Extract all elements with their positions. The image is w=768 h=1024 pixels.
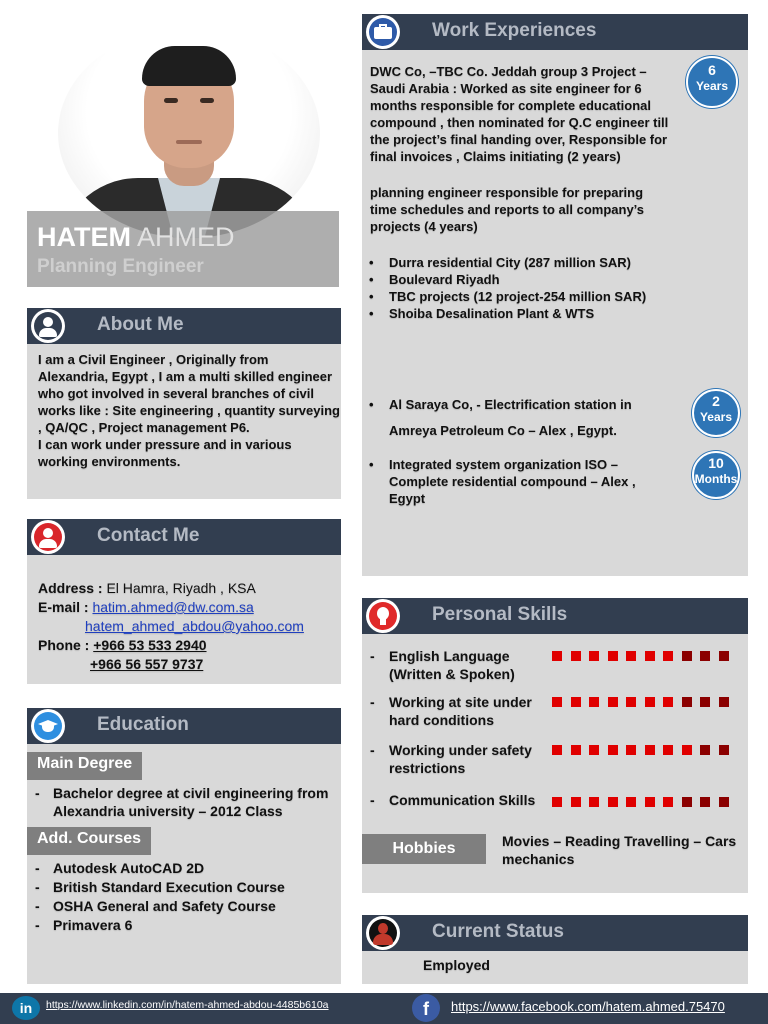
skill-dot-empty [719, 745, 729, 755]
hobbies-label: Hobbies [362, 834, 486, 864]
skill-label: Working at site under hard conditions [389, 694, 532, 728]
first-name: HATEM [37, 222, 131, 252]
main-degree-label: Main Degree [27, 752, 142, 780]
course-item: - Primavera 6 [27, 916, 339, 935]
duration-badge-2: 2 Years [692, 389, 740, 437]
duration-badge-3: 10 Months [692, 451, 740, 499]
skill-dot-filled [608, 651, 618, 661]
phone-2[interactable]: +966 56 557 9737 [90, 656, 204, 672]
skill-row: - Working under safety restrictions [370, 741, 550, 777]
contact-details [38, 579, 342, 674]
email-link-1[interactable]: hatim.ahmed@dw.com.sa [92, 599, 254, 615]
duration-badge-1: 6 Years [686, 56, 738, 108]
email-line: E-mail : hatim.ahmed@dw.com.sa [38, 599, 254, 615]
skill-dot-empty [682, 697, 692, 707]
skill-dot-filled [645, 797, 655, 807]
skill-dot-filled [626, 745, 636, 755]
status-title: Current Status [432, 921, 564, 942]
skill-dot-filled [552, 697, 562, 707]
project-list [363, 254, 723, 322]
project-item: • TBC projects (12 project-254 million SAR) [363, 288, 723, 305]
skill-dot-filled [663, 745, 673, 755]
job-3: • Integrated system organization ISO – Complete residential compound – Alex , Egypt [363, 456, 663, 507]
skill-dot-filled [608, 745, 618, 755]
skill-dot-empty [719, 797, 729, 807]
skill-row: - Working at site under hard conditions [370, 693, 550, 729]
about-header [27, 308, 341, 344]
email-link-2[interactable]: hatem_ahmed_abdou@yahoo.com [85, 618, 304, 634]
skill-dot-filled [589, 697, 599, 707]
skill-dot-empty [719, 651, 729, 661]
skill-dot-filled [682, 745, 692, 755]
project-item: • Boulevard Riyadh [363, 271, 723, 288]
course-item: - Autodesk AutoCAD 2D [27, 859, 339, 878]
last-name: AHMED [137, 222, 235, 252]
about-text: I am a Civil Engineer , Originally from Alexandria, Egypt , I am a multi skilled engineer who got involved in several branches of civil works like : Site engineering , quantity surveying , QA/QC , Project management P6. I can work under pressure and in various working environments. [38, 352, 340, 469]
skill-dot-filled [552, 745, 562, 755]
job-2: • Al Saraya Co, - Electrification station in Amreya Petroleum Co – Alex , Egypt. [363, 392, 683, 444]
graduation-cap-icon [31, 709, 65, 743]
skill-dot-filled [552, 797, 562, 807]
skill-dot-empty [682, 651, 692, 661]
skill-meter [552, 651, 742, 663]
course-item: - British Standard Execution Course [27, 878, 339, 897]
status-header [362, 915, 748, 951]
facebook-link[interactable]: https://www.facebook.com/hatem.ahmed.75470 [451, 999, 725, 1014]
skill-dot-empty [700, 797, 710, 807]
name-plate [27, 211, 339, 287]
course-item: - OSHA General and Safety Course [27, 897, 339, 916]
job-1-planning: planning engineer responsible for preparing time schedules and reports to all company’s projects (4 years) [370, 185, 645, 234]
skill-dot-empty [682, 797, 692, 807]
facebook-icon[interactable]: f [412, 994, 440, 1022]
skill-label: English Language (Written & Spoken) [389, 648, 515, 682]
linkedin-icon[interactable]: in [12, 996, 40, 1020]
profile-photo [58, 28, 320, 238]
person-silhouette-icon [366, 916, 400, 950]
work-title: Work Experiences [432, 20, 597, 41]
job-title: Planning Engineer [37, 256, 204, 277]
skill-dot-filled [589, 797, 599, 807]
skill-dot-empty [719, 697, 729, 707]
skill-row: - English Language (Written & Spoken) [370, 647, 550, 683]
project-item: • Durra residential City (287 million SAR) [363, 254, 723, 271]
skill-dot-filled [571, 697, 581, 707]
skill-dot-filled [663, 797, 673, 807]
education-header [27, 708, 341, 744]
contact-icon [31, 520, 65, 554]
skills-title: Personal Skills [432, 604, 568, 625]
hobbies-text: Movies – Reading Travelling – Cars mechanics [502, 833, 737, 867]
lightbulb-icon [366, 599, 400, 633]
skill-dot-filled [608, 797, 618, 807]
skill-meter [552, 697, 742, 709]
status-value: Employed [423, 957, 490, 973]
skill-label: Working under safety restrictions [389, 742, 532, 776]
skill-dot-filled [663, 651, 673, 661]
skill-dot-empty [700, 651, 710, 661]
job-1-description: DWC Co, –TBC Co. Jeddah group 3 Project – Saudi Arabia : Worked as site engineer for 6 months responsible for complete educational compound , then nominated for Q.C engineer till the project’s final handing over, Responsible for final invoices , Claims initiating (2 years) [370, 64, 669, 164]
skill-meter [552, 797, 742, 809]
skill-dot-filled [589, 745, 599, 755]
contact-header [27, 519, 341, 555]
skill-dot-filled [645, 697, 655, 707]
courses-list [27, 859, 339, 935]
courses-label: Add. Courses [27, 827, 151, 855]
project-item: • Shoiba Desalination Plant & WTS [363, 305, 723, 322]
skill-dot-empty [700, 745, 710, 755]
skill-dot-filled [626, 797, 636, 807]
user-icon [31, 309, 65, 343]
skills-header [362, 598, 748, 634]
skill-dot-filled [663, 697, 673, 707]
address-line: Address : El Hamra, Riyadh , KSA [38, 580, 256, 596]
degree-item: - Bachelor degree at civil engineering from Alexandria university – 2012 Class [27, 784, 339, 820]
about-title: About Me [97, 314, 184, 335]
skill-dot-filled [552, 651, 562, 661]
work-header [362, 14, 748, 50]
linkedin-link[interactable]: https://www.linkedin.com/in/hatem-ahmed-abdou-4485b610a [46, 999, 329, 1011]
skill-dot-filled [571, 745, 581, 755]
skill-dot-filled [571, 651, 581, 661]
education-title: Education [97, 714, 189, 735]
skill-meter [552, 745, 742, 757]
skill-dot-filled [608, 697, 618, 707]
skill-dot-filled [645, 745, 655, 755]
skill-dot-empty [700, 697, 710, 707]
skill-dot-filled [571, 797, 581, 807]
phone-line: Phone : +966 53 533 2940 [38, 637, 207, 653]
contact-title: Contact Me [97, 525, 200, 546]
skill-dot-filled [645, 651, 655, 661]
degree-list [27, 784, 339, 820]
skill-dot-filled [626, 651, 636, 661]
skill-label: Communication Skills [389, 792, 536, 808]
skill-row: - Communication Skills [370, 791, 550, 809]
briefcase-icon [366, 15, 400, 49]
skill-dot-filled [626, 697, 636, 707]
skill-dot-filled [589, 651, 599, 661]
phone-1[interactable]: +966 53 533 2940 [93, 637, 207, 653]
